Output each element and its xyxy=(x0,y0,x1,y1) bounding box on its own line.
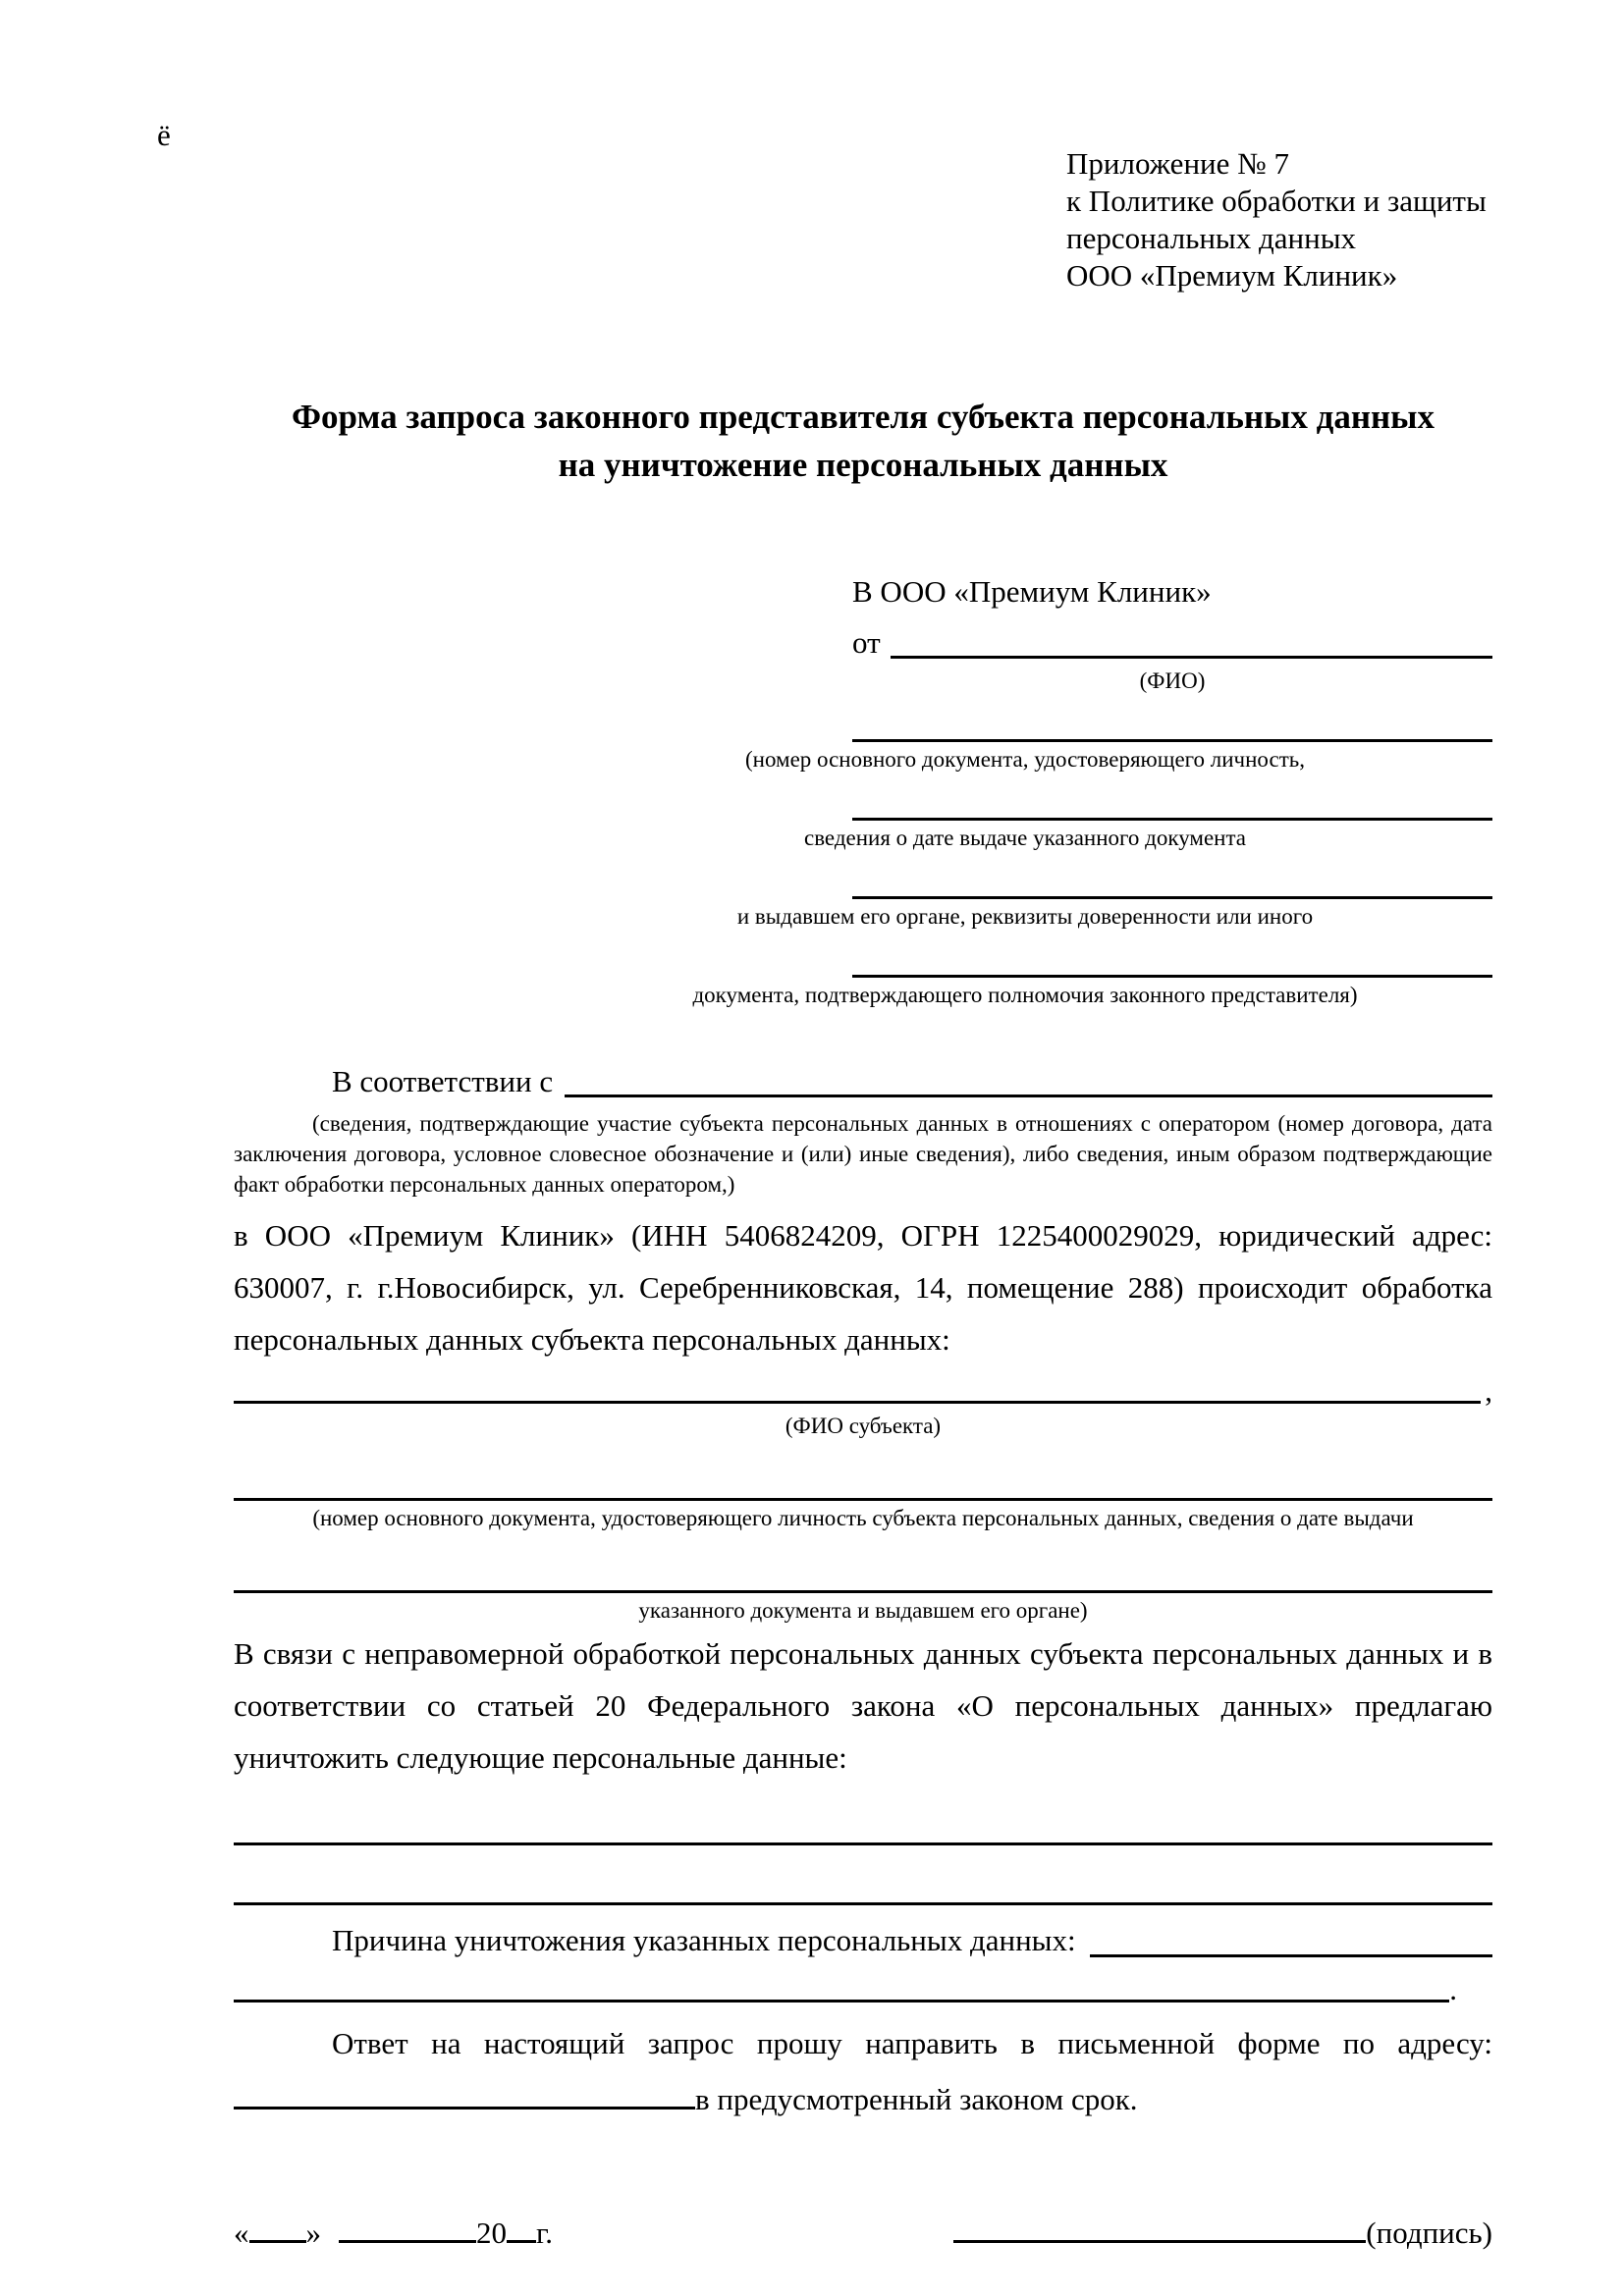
year-prefix: 20 xyxy=(476,2216,507,2250)
from-label: от xyxy=(852,625,881,660)
reason-row-2 xyxy=(234,1962,1492,2007)
subject-fio-field-line xyxy=(234,1401,1481,1404)
addressee-block xyxy=(692,569,1492,1010)
response-paragraph: Ответ на настоящий запрос прошу направить в письменной форме по адресу: xyxy=(332,2026,1492,2060)
signature-caption: (подпись) xyxy=(1366,2216,1492,2250)
form-title xyxy=(234,393,1492,489)
caption-issue-date: сведения о дате выдаче указанного документа xyxy=(803,826,1247,850)
doc-number-field-line xyxy=(852,696,1492,742)
accordance-row xyxy=(234,1053,1492,1102)
reason-label: Причина уничтожения указанных персональных данных: xyxy=(332,1923,1076,1957)
issuer-field-line xyxy=(852,853,1492,899)
accordance-field-line xyxy=(565,1095,1492,1097)
date-field xyxy=(234,2210,553,2255)
caption-subject-doc-issuer: указанного документа и выдавшем его органе) xyxy=(638,1598,1088,1623)
caption-subject-fio: (ФИО субъекта) xyxy=(785,1414,942,1438)
accordance-note: (сведения, подтверждающие участие субъекта персональных данных в отношениях с оператором (номер договора, дата заключения договора, условное словесное обозначение и (или) иные сведения), либо сведения, иным образом подтверждающие факт обработки персональных данных оператором,) xyxy=(234,1111,1492,1197)
signature-field xyxy=(953,2210,1492,2255)
appendix-line: Приложение № 7 xyxy=(1066,146,1289,181)
year-suffix: г. xyxy=(536,2216,553,2250)
subject-fio-row xyxy=(234,1365,1492,1409)
quote-close: » xyxy=(305,2216,321,2250)
appendix-line: персональных данных xyxy=(1066,221,1357,255)
fio-field-line xyxy=(891,656,1492,659)
from-row xyxy=(852,614,1492,664)
caption-fio: (ФИО) xyxy=(1139,668,1206,693)
signature-field-line xyxy=(953,2210,1366,2243)
subject-doc-field-line xyxy=(234,1453,1492,1501)
form-title-line-1: Форма запроса законного представителя субъекта персональных данных xyxy=(292,398,1435,436)
accordance-label: В соответствии с xyxy=(332,1064,554,1098)
trailing-comma: , xyxy=(1485,1373,1492,1408)
caption-doc-number: (номер основного документа, удостоверяющего личность, xyxy=(744,747,1305,772)
authority-doc-field-line xyxy=(852,932,1492,978)
response-tail: в предусмотренный законом срок. xyxy=(695,2082,1138,2116)
caption-authority-doc: документа, подтверждающего полномочия законного представителя) xyxy=(692,983,1358,1007)
data-to-destroy-field-line-2 xyxy=(234,1857,1492,1905)
month-field-line xyxy=(339,2210,476,2243)
trailing-period: . xyxy=(1449,1972,1457,2006)
reason-row xyxy=(234,1911,1492,1962)
address-field-line xyxy=(234,2076,695,2109)
addressee-to: В ООО «Премиум Клиник» xyxy=(852,574,1212,609)
data-to-destroy-field-line-1 xyxy=(234,1797,1492,1845)
response-address-row xyxy=(234,2073,1492,2125)
subject-doc-issuer-field-line xyxy=(234,1545,1492,1593)
quote-open: « xyxy=(234,2216,249,2250)
request-paragraph: В связи с неправомерной обработкой персональных данных субъекта персональных данных и в соответствии со статьей 20 Федерального закона «О персональных данных» предлагаю уничтожить следующие персональные данные: xyxy=(234,1636,1492,1775)
operator-paragraph: в ООО «Премиум Клиник» (ИНН 5406824209, ОГРН 1225400029029, юридический адрес: 630007, г. г.Новосибирск, ул. Серебренниковская, 14, помещение 288) происходит обработка персональных данных субъекта персональных данных: xyxy=(234,1218,1492,1357)
appendix-block xyxy=(1066,145,1492,294)
issue-date-field-line xyxy=(852,774,1492,821)
footer-row xyxy=(234,2210,1492,2255)
caption-subject-doc: (номер основного документа, удостоверяющего личность субъекта персональных данных, сведения о дате выдачи xyxy=(312,1506,1414,1530)
appendix-line: ООО «Премиум Клиник» xyxy=(1066,258,1398,293)
year-field-line xyxy=(507,2210,536,2243)
form-title-line-2: на уничтожение персональных данных xyxy=(558,446,1168,484)
reason-field-line-2 xyxy=(234,2000,1449,2002)
caption-issuer: и выдавшем его органе, реквизиты доверенности или иного xyxy=(736,904,1314,929)
stray-char: ё xyxy=(157,118,171,152)
reason-field-line xyxy=(1090,1954,1492,1957)
day-field-line xyxy=(249,2210,306,2243)
appendix-line: к Политике обработки и защиты xyxy=(1066,184,1487,218)
